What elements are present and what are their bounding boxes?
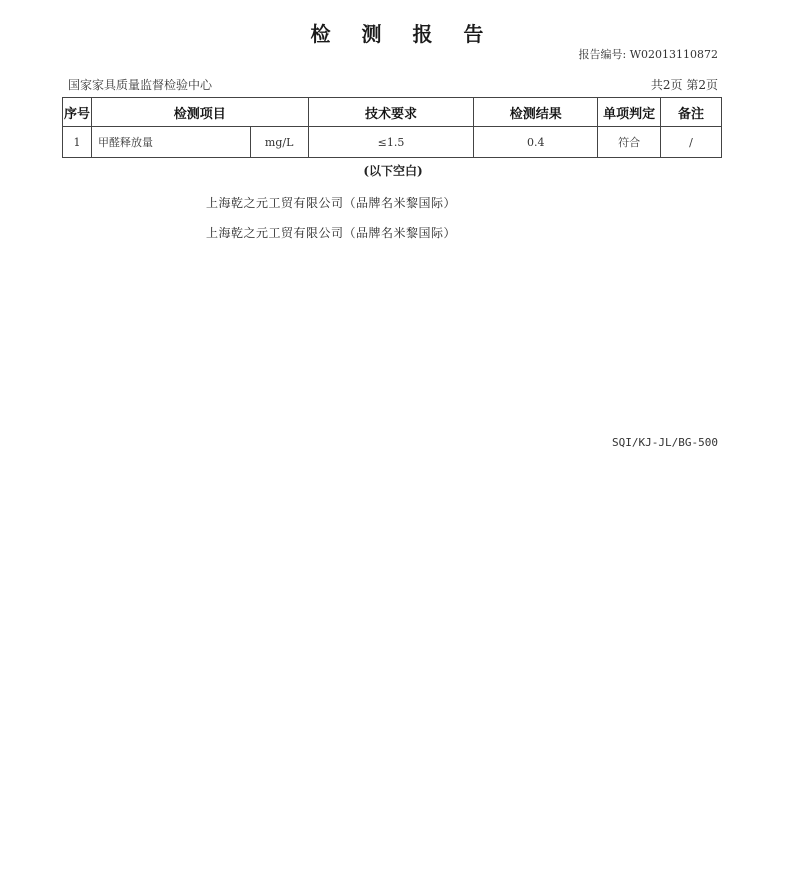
row-result: 0.4	[474, 127, 598, 158]
row-requirement: ≤1.5	[308, 127, 474, 158]
header-index: 序号	[63, 98, 92, 127]
results-table	[62, 97, 722, 158]
report-number: 报告编号: W02013110872	[578, 48, 718, 61]
issuing-organization: 国家家具质量监督检验中心	[68, 78, 213, 92]
company-line: 上海乾之元工贸有限公司（品牌名米黎国际）	[206, 226, 457, 240]
row-item: 甲醛释放量	[91, 127, 250, 158]
report-title: 检 测 报 告	[310, 22, 496, 46]
page-indicator: 共2页 第2页	[650, 78, 718, 92]
table-header-row	[63, 98, 722, 127]
header-judgment: 单项判定	[598, 98, 661, 127]
row-unit: mg/L	[250, 127, 308, 158]
header-item: 检测项目	[91, 98, 308, 127]
company-line: 上海乾之元工贸有限公司（品牌名米黎国际）	[206, 196, 457, 210]
header-requirement: 技术要求	[308, 98, 474, 127]
header-remarks: 备注	[661, 98, 722, 127]
table-row	[63, 127, 722, 158]
blank-below-note: (以下空白)	[363, 164, 423, 178]
row-index: 1	[63, 127, 92, 158]
row-remarks: /	[661, 127, 722, 158]
document-code: SQI/KJ-JL/BG-500	[612, 436, 718, 449]
row-judgment: 符合	[598, 127, 661, 158]
header-result: 检测结果	[474, 98, 598, 127]
